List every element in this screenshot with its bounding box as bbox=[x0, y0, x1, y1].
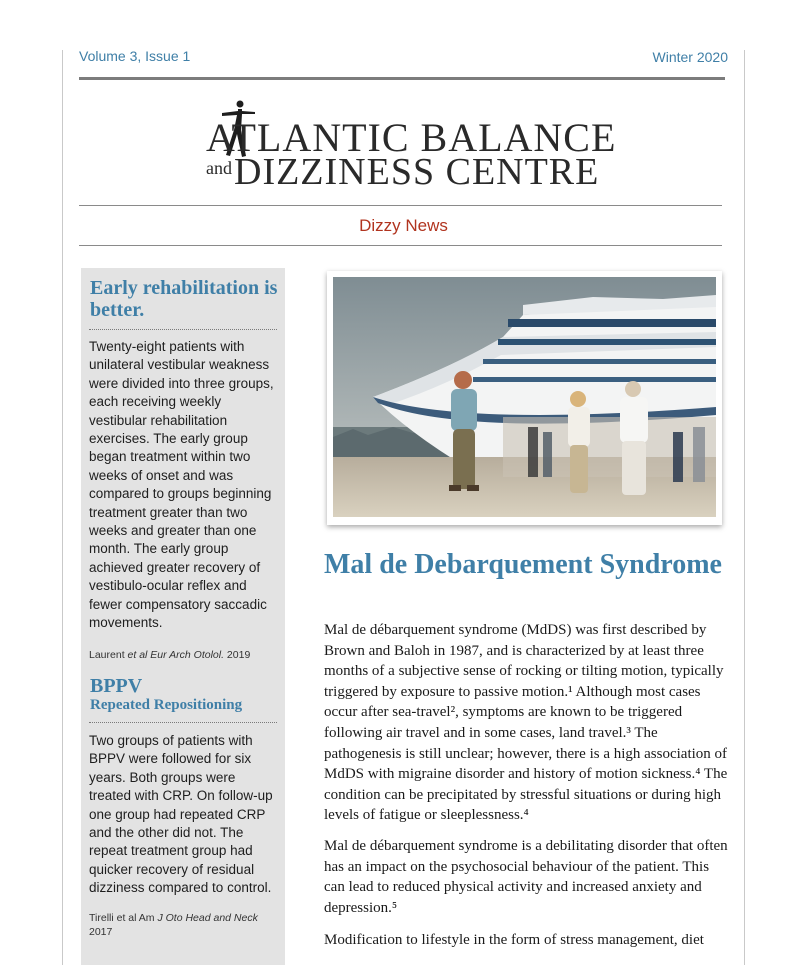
logo-line-2 bbox=[206, 150, 599, 194]
sidebar-divider-2 bbox=[89, 722, 277, 723]
sidebar-reference-1 bbox=[89, 648, 281, 662]
ref-2-journal: J Oto Head and Neck bbox=[157, 912, 258, 924]
article-title: Mal de Debarquement Syndrome bbox=[324, 549, 722, 580]
newsletter-title: Dizzy News bbox=[359, 216, 448, 235]
issue-season: Winter 2020 bbox=[652, 49, 728, 65]
ref-1-author: Laurent bbox=[89, 649, 128, 661]
title-rule-bottom bbox=[79, 245, 722, 246]
logo-line-2-text: DIZZINESS CENTRE bbox=[234, 151, 600, 193]
sidebar-reference-2 bbox=[89, 911, 281, 939]
article-paragraph-3: Modification to lifestyle in the form of stress management, diet bbox=[324, 932, 704, 948]
article-paragraph-1: Mal de débarquement syndrome (MdDS) was first described by Brown and Baloh in 1987, and is characterized by at least three months of a subjective sense of rocking or tilting motion, typically triggered by exposure to passive motion.¹ Although most cases occur after sea-travel², symptoms are known to be triggered following air travel and in some cases, land travel.³ The pathogenesis is still unclear; however, there is a high association of MdDS with migraine disorder and history of motion sickness.⁴ The condition can be precipitated by stressful situations or during high levels of fatigue or sleeplessness.⁴ bbox=[324, 622, 728, 824]
ref-1-year: 2019 bbox=[224, 649, 251, 661]
sidebar-body-1: Twenty-eight patients with unilateral vestibular weakness were divided into three groups, each receiving weekly vestibular rehabilitation exercises. The early group began treatment within two weeks of onset and was compared to groups beginning treatment greater than two weeks and greater than one month. The early group achieved greater recovery of vestibulo-ocular reflex and fewer compensatory saccadic movements. bbox=[89, 339, 274, 631]
header-rule bbox=[79, 77, 725, 80]
logo-and: and bbox=[206, 158, 232, 178]
logo-line-1: ATLANTIC BALANCE bbox=[206, 115, 617, 160]
sidebar-subheading-2: Repeated Repositioning bbox=[90, 697, 243, 713]
article-photo-frame bbox=[327, 271, 722, 525]
centre-logo bbox=[206, 100, 617, 193]
sidebar bbox=[81, 268, 285, 965]
sidebar-body-2: Two groups of patients with BPPV were followed for six years. Both groups were treated with CRP. On follow-up one group had repeated CRP and the other did not. The repeat treatment group had quicker recovery of residual dizziness compared to control. bbox=[89, 733, 273, 896]
ref-2-author: Tirelli et al Am bbox=[89, 912, 158, 924]
sidebar-heading-2: BPPV bbox=[90, 675, 143, 697]
ref-2-year: 2017 bbox=[89, 926, 113, 938]
sidebar-divider-1 bbox=[89, 329, 277, 330]
title-rule-top bbox=[79, 205, 722, 206]
ref-1-journal: et al Eur Arch Otolol. bbox=[127, 649, 225, 661]
page-border-right bbox=[744, 50, 745, 965]
cruise-ship-photo bbox=[333, 277, 716, 517]
sidebar-heading-1: Early rehabilitation is better. bbox=[90, 277, 278, 321]
page-border-left bbox=[62, 50, 63, 965]
article-paragraph-2: Mal de débarquement syndrome is a debilitating disorder that often has an impact on the psychosocial behaviour of the patient. This can lead to reduced physical activity and increased anxiety and depression.⁵ bbox=[324, 838, 728, 916]
issue-volume: Volume 3, Issue 1 bbox=[79, 48, 191, 64]
